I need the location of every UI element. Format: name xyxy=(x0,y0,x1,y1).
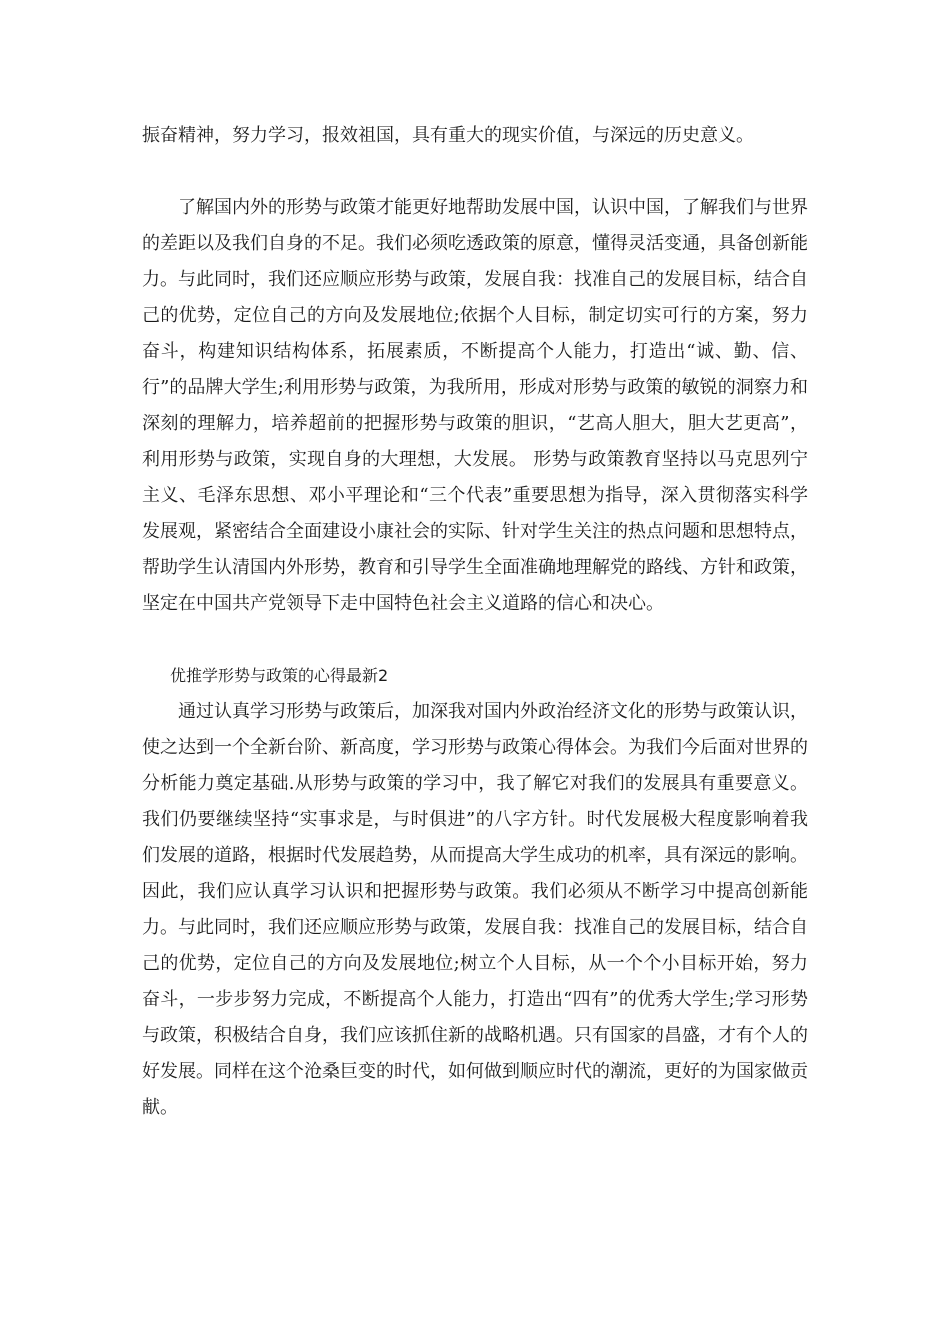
paragraph-3: 通过认真学习形势与政策后，加深我对国内外政治经济文化的形势与政策认识，使之达到一个全新台阶、新高度，学习形势与政策心得体会。为我们今后面对世界的分析能力奠定基础.从形势与政策的学习中，我了解它对我们的发展具有重要意义。我们仍要继续坚持“实事求是，与时俱进”的八字方针。时代发展极大程度影响着我们发展的道路，根据时代发展趋势，从而提高大学生成功的机率，具有深远的影响。因此，我们应认真学习认识和把握形势与政策。我们必须从不断学习中提高创新能力。与此同时，我们还应顺应形势与政策，发展自我：找准自己的发展目标，结合自己的优势，定位自己的方向及发展地位;树立个人目标，从一个个小目标开始，努力奋斗，一步步努力完成，不断提高个人能力，打造出“四有”的优秀大学生;学习形势与政策，积极结合自身，我们应该抓住新的战略机遇。只有国家的昌盛，才有个人的好发展。同样在这个沧桑巨变的时代，如何做到顺应时代的潮流，更好的为国家做贡献。 xyxy=(142,701,808,1118)
paragraph-gap xyxy=(142,622,808,658)
paragraph-1: 振奋精神，努力学习，报效祖国，具有重大的现实价值，与深远的历史意义。 xyxy=(142,125,754,146)
paragraph-2: 了解国内外的形势与政策才能更好地帮助发展中国，认识中国，了解我们与世界的差距以及我们自身的不足。我们必须吃透政策的原意，懂得灵活变通，具备创新能力。与此同时，我们还应顺应形势与政策，发展自我：找准自己的发展目标，结合自己的优势，定位自己的方向及发展地位;依据个人目标，制定切实可行的方案，努力奋斗，构建知识结构体系，拓展素质，不断提高个人能力，打造出“诚、勤、信、行”的品牌大学生;利用形势与政策，为我所用，形成对形势与政策的敏锐的洞察力和深刻的理解力，培养超前的把握形势与政策的胆识，“艺高人胆大，胆大艺更高”，利用形势与政策，实现自身的大理想，大发展。 形势与政策教育坚持以马克思列宁主义、毛泽东思想、邓小平理论和“三个代表”重要思想为指导，深入贯彻落实科学发展观，紧密结合全面建设小康社会的实际、针对学生关注的热点问题和思想特点，帮助学生认清国内外形势，教育和引导学生全面准确地理解党的路线、方针和政策，坚定在中国共产党领导下走中国特色社会主义道路的信心和决心。 xyxy=(142,197,808,614)
document-page xyxy=(142,118,808,1126)
section-heading: 优推学形势与政策的心得最新2 xyxy=(170,666,389,685)
paragraph-gap xyxy=(142,154,808,190)
